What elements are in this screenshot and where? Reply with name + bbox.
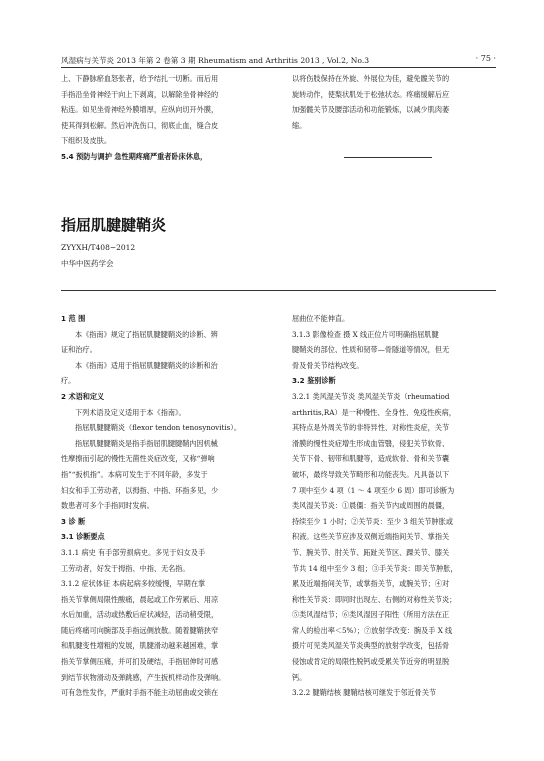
text-line: 节、腕关节、肘关节、跖趾关节区、踝关节、膝关 [292, 547, 450, 557]
subsection-heading: 3.1 诊断要点 [61, 532, 105, 542]
text-line: 以将伤肢保持在外旋、外展位为佳，避免髋关节的 [292, 74, 450, 83]
text-line: 指关节掌侧压痛，并可扪及硬结，手指屈伸时可感 [61, 657, 219, 667]
text-line: 累及近端指间关节，或掌指关节，或腕关节；④对 [292, 579, 450, 589]
issuing-organization: 中华中医药学会 [61, 259, 114, 268]
body-left-column [61, 311, 276, 701]
text-line: 手指沿坐骨神经干向上下剥离，以解除坐骨神经的 [61, 89, 219, 99]
text-line: 证和治疗。 [61, 345, 97, 355]
text-line: 其特点是外周关节的非特异性、对称性炎症，关节 [292, 423, 450, 433]
page-number: · 75 · [475, 54, 496, 63]
text-line: 水后加重，活动或热敷后症状减轻，活动稍受限， [61, 610, 219, 620]
article-title: 指屈肌腱腱鞘炎 [61, 216, 167, 234]
running-header [61, 52, 496, 68]
text-line: 破坏，最终导致关节畸形和功能丧失。凡具备以下 [292, 469, 450, 479]
top-right-column [292, 71, 498, 133]
text-line: ⑤类风湿结节；⑥类风湿因子阳性（所用方法在正 [292, 610, 450, 620]
subsection-heading: 3.2 鉴别诊断 [292, 376, 336, 386]
section-heading: 3 诊 断 [61, 516, 86, 526]
text-line: 摄片可见类风湿关节炎典型的放射学改变，包括骨 [292, 641, 450, 651]
text-line: 和肌腱变性增粗的发展，肌腱滑动越来越困难，掌 [61, 641, 219, 651]
text-line: 旋转动作，使梨状肌处于松弛状态。疼痛缓解后应 [292, 89, 450, 99]
top-left-column [61, 71, 275, 165]
text-line: 3.2.2 腱鞘结核 腱鞘结核可继发于邻近骨关节 [292, 688, 437, 698]
text-line: 骨及骨关节结构改变。 [292, 360, 364, 370]
text-line: 常人的检出率＜5%）；⑦放射学改变：腕及手 X 线 [292, 625, 453, 635]
standard-code: ZYYXH/T408−2012 [61, 243, 136, 252]
text-line: 类风湿关节炎：①晨僵：指关节内或周围的晨僵， [292, 501, 450, 511]
section-heading: 2 术语和定义 [61, 391, 105, 401]
section-heading: 1 范 围 [61, 314, 86, 323]
text-line: 到结节状物滑动及弹跳感，产生扳机样动作及弹响。 [61, 672, 226, 682]
text-line: 可有急性发作，严重时手指不能主动屈曲或交锁在 [61, 688, 219, 698]
text-line: 下组织及皮肤。 [61, 136, 111, 146]
text-line: 本《指南》规定了指屈肌腱腱鞘炎的诊断、辨 [75, 329, 218, 339]
text-line: 关节下骨、韧带和肌腱等，造成软骨、骨和关节囊 [292, 454, 450, 464]
text-line: 3.1.3 影像检查 摄 X 线正位片可明确指屈肌腱 [292, 329, 439, 339]
text-line: 加强髋关节及腰部活动和功能锻炼，以减少肌肉萎 [292, 105, 450, 115]
text-line: 3.2.1 类风湿关节炎 类风湿关节炎（rheumatiod [292, 391, 450, 401]
text-line: 指屈肌腱腱鞘炎是指手指屈肌腱腱鞘内因机械 [75, 438, 218, 448]
text-line: 节共 14 组中至少 3 组；③手关节炎：即关节肿胀， [292, 563, 458, 573]
text-line: 3.1.2 症状体征 本病起病多较缓慢，早期在掌 [61, 579, 206, 589]
body-right-column [292, 311, 499, 701]
text-line: 疗。 [61, 376, 76, 386]
journal-citation: 风湿病与关节炎 2013 年第 2 卷第 3 期 Rheumatism and Arthritis 2013 , Vol.2, No.3 [61, 56, 370, 65]
section-heading: 5.4 预防与调护 急性期疼痛严重者卧床休息， [61, 151, 208, 161]
text-line: 侵蚀或肯定的局限性脱钙或受累关节近旁的明显脱 [292, 657, 450, 667]
text-line: 指屈肌腱腱鞘炎（flexor tendon tenosynovitis）。 [75, 423, 241, 433]
text-line: 使其得到松解。然后冲洗伤口，彻底止血，缝合皮 [61, 120, 219, 130]
text-line: 随后疼痛可向腕部及手指远侧放散。随着腱鞘狭窄 [61, 625, 219, 635]
text-line: 钙。 [292, 672, 307, 682]
text-line: 下列术语及定义适用于本《指南》。 [75, 407, 186, 417]
text-line: 缩。 [292, 120, 307, 130]
text-line: 称性关节炎：即同时出现左、右侧的对称性关节炎； [292, 594, 457, 604]
text-line: 本《指南》适用于指屈肌腱腱鞘炎的诊断和治 [75, 360, 218, 370]
text-line: 滑膜的慢性炎症增生形成血管翳，侵犯关节软骨、 [292, 438, 450, 448]
text-line: arthritis,RA）是一种慢性、全身性、免疫性疾病， [292, 407, 456, 417]
text-line: 指关节掌侧局限性酸痛，晨起或工作劳累后、用凉 [61, 594, 219, 604]
text-line: 工劳动者，好发于拇指、中指、无名指。 [61, 563, 190, 573]
title-rule [61, 290, 496, 291]
text-line: 持续至少 1 小时；②关节炎：至少 3 组关节肿胀或 [292, 516, 453, 526]
text-line: 数患者可多个手指同时发病。 [61, 501, 154, 511]
text-line: 妇女和手工劳动者，以拇指、中指、环指多见，少 [61, 485, 219, 495]
header-rule [61, 67, 496, 68]
text-line: 性摩擦而引起的慢性无菌性炎症改变，又称“弹响 [61, 454, 215, 464]
text-line: 指”“扳机指”。本病可发生于不同年龄，多发于 [61, 469, 208, 479]
text-line: 7 项中至少 4 项（1 ～ 4 项至少 6 周）即可诊断为 [292, 485, 455, 495]
text-line: 上、下静脉瘀血怒张者，给予结扎一切断。而后用 [61, 74, 219, 83]
text-line: 粘连。如见坐骨神经外膜增厚，应纵向切开外膜， [61, 105, 219, 115]
text-line: 积液。这些关节应涉及双侧近端指间关节、掌指关 [292, 532, 450, 542]
text-line: 3.1.1 病史 有手部劳损病史。多见于妇女及手 [61, 547, 206, 557]
text-line: 屈曲位不能伸直。 [292, 314, 350, 323]
section-end-rule [344, 157, 432, 158]
text-line: 腱鞘炎的部位、性质和韧带—骨隧道等情况，但无 [292, 345, 450, 355]
